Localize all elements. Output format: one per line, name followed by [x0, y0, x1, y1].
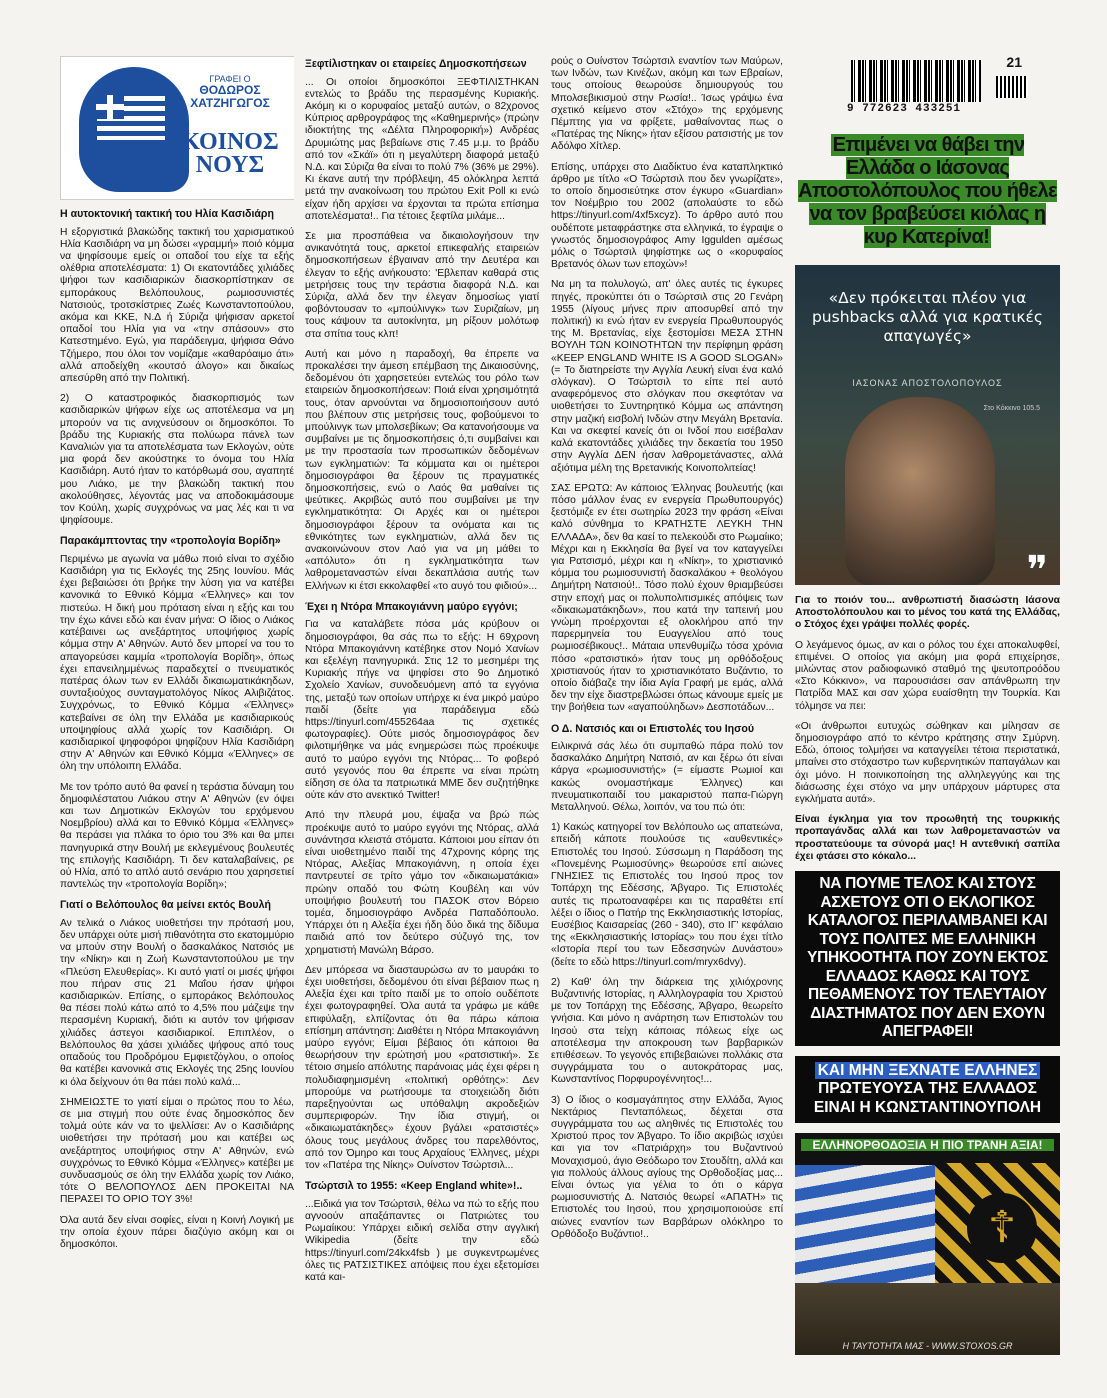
barcode-area	[795, 56, 1060, 118]
subheading: Η αυτοκτονική τακτική του Ηλία Κασιδιάρη	[60, 208, 274, 220]
paragraph: Επίσης, υπάρχει στο Διαδίκτυο ένα καταπληκτικό άρθρο με τίτλο «Ο Τσώρτσιλ που δεν γνωρίζατε», το οποίο δημοσιεύτηκε στον έγκυρο «Guardian» τον Νοέμβριο του 2002 (απολαύστε το εδώ https://tinyurl.com/4xf5xcyz). Το άρθρο αυτό που ουδέποτε μεταφράστηκε στα ελληνικά, το έγραψε ο γνωστός δημοσιογράφος Amy Iggulden αμέσως μόλις ο Τσώρτσιλ ψηφίστηκε ως ο «κορυφαίος Βρετανός όλων των εποχών»!	[551, 161, 783, 271]
paragraph: Ειλικρινά σάς λέω ότι συμπαθώ πάρα πολύ τον δασκαλάκο Δημήτρη Νατσιό, αν και ξέρω ότι είναι κάργα «ρωμιοσυνιστής» (= είμαστε Ρωμιοί και κακώς ονομαστήκαμε Έλληνες) και πνευματικοπαιδί του μακαριστού παπα-Γιώργη Μεταλληνού. Θέλω, λοιπόν, να του πώ ότι:	[551, 741, 783, 814]
image-quote: «Δεν πρόκειται πλέον για pushbacks αλλά για κρατικές απαγωγές»	[811, 289, 1044, 345]
paragraph: 2) Καθ' όλη την διάρκεια της χιλιόχρονης Βυζαντινής Ιστορίας, η Αλληλογραφία του Χριστού με τον Τοπάρχη της Εδέσσης, Άβγαρο, θεωρείτο γνήσια. Και μόνο η ανάρτηση των Επιστολών του Ιησού στα τείχη κάποιας πόλεως είχε ως αποτέλεσμα την αποκρουση των βαρβαρικών επιθέσεων. Το γεγονός επιβεβαιώνει πολλάκις στα συγγράμματα του ο αυτοκράτορας μας, Κωνσταντίνος Πορφυρογέννητος!...	[551, 976, 783, 1086]
banner-title: ΕΛΛΗΝΟΡΘΟΔΟΞΙΑ Η ΠΙΟ ΤΡΑΝΗ ΑΞΙΑ!	[801, 1139, 1054, 1151]
small-barcode-icon	[996, 76, 1028, 98]
constantinople-ad	[795, 1056, 1060, 1124]
paragraph: 3) Ο ίδιος ο κοσμαγάπητος στην Ελλάδα, Άγιος Νεκτάριος Πενταπόλεως, δέχεται στα συγγράμματα του ως αληθινές τις Επιστολές του Χριστού προς τον Άβγαρο. Το ίδιο ακριβώς ισχύει και για τον «Πατριάρχη» του Βυζαντινού Μοναχισμού, άγιο Θεόδωρο τον Στουδίτη, αλλά και για πολλούς άλλους αγίους της Ορθοδοξίας μας... Είναι όντως για γέλια το ότι ο κάργα ρωμιοσυνιστής Δ. Νατσιός θεωρεί «ΑΠΑΤΗ» τις Επιστολές του Ιησού, που χρησιμοποιούσε επί αιώνες εναντίον των Βαρβάρων ολόκληρο το Ορθόδοξο Βυζάντιο!..	[551, 1094, 783, 1240]
image-source: Στο Κόκκινο 105.5	[983, 405, 1040, 412]
paragraph: Είναι έγκλημα για τον προωθητή της τουρκικής προπαγάνδας αλλά και των λαθρομεταναστών να προστατεύουμε τα σύνορά μας! Η αντεθνική σαπίλα έχει φτάσει στο κόκαλο...	[795, 814, 1060, 862]
paragraph: ... Οι οποίοι δημοσκόποι ΞΕΦΤΙΛΙΣΤΗΚΑΝ εντελώς το βράδυ της περασμένης Κυριακής. Ακόμη κι ο κορυφαίος μεταξύ αυτών, ο 82χρονος Κύπριος αρθρογράφος της «Καθημερινής» (πρώην ιδιοκτήτης της «Δέλτα Πληροφορική») Ανδρέας Δρυμιώτης μας βεβαίωνε στις 7.45 μ.μ. το βράδυ από τον «Σκάϊ» ότι η μεγαλύτερη διαφορά μεταξύ Ν.Δ. και Σύριζα θα είναι το πολύ 7% (36% με 29%). Κι έκανε αυτή την πρόβλεψη, 45 ολόκληρα λεπτά μετά την ανακοίνωση του πρώτου Exit Poll κι ενώ είχαν ήδη αρχίσει να έρχονται τα πρώτα επίσημα αποτελέσματα!.. Για τέτοιες ξεφτίλα μιλάμε...	[305, 76, 539, 222]
subheading: Ξεφτίλιστηκαν οι εταιρείες Δημοσκοπήσεων	[305, 58, 527, 70]
logo-author: ΘΟΔΩΡΟΣ ΧΑΤΖΗΓΩΓΟΣ	[190, 83, 270, 110]
paragraph: Με τον τρόπο αυτό θα φανεί η τεράστια δύναμη του δημοφιλέστατου Λιάκου στην Α' Αθηνών (εν όψει και των Δημοτικών Εκλογών του ερχόμενου Νοεμβρίου) αλλά και το Εθνικό Κόμμα «Έλληνες» θα περάσει για πλάκα το όριο του 3% και θα μπει πανηγυρικά στην Βουλή με εκλεγμένους βουλευτές της επιλογής Κασιδιάρη. Τι δεν καταλαβαίνεις, ρε ού Ηλία, από το απλό αυτό σενάριο που χαρησετιεί παντελώς την «τροπολογία Βορίδη»;	[60, 781, 294, 891]
paragraph: Για να καταλάβετε πόσα μάς κρύβουν οι δημοσιογράφοι, θα σάς πω το εξής: Η 69χρονη Ντόρα Μπακογιάννη κατέβηκε στον Νομό Χανίων και εξελέγη πανηγυρικά. Στις 12 το μεσημέρι της Κυριακής πήγε να ψηφίσει στο 9ο Δημοτικό Σχολείο Χανίων, συνοδευόμενη από τα εγγόνια της, μεταξύ των οποίων υπήρχε κι ένα μικρό μαύρο παιδί (δείτε για παράδειγμα εδώ https://tinyurl.com/455264aa τις σχετικές φωτογραφίες). Ούτε μισός δημοσιογράφος δεν φιλοτιμήθηκε να μάς ενημερώσει πώς προέκυψε αυτό το μαύρο εγγόνι της Ντόρας... Το φοβερό αυτό γεγονός που θα έπρεπε να είναι πρώτη είδηση σε όλα τα πατριωτικά ΜΜΕ δεν συζητήθηκε ούτε κάν στο ανεκτικό Twitter!	[305, 619, 539, 802]
image-author: ΙΑΣΟΝΑΣ ΑΠΟΣΤΟΛΟΠΟΥΛΟΣ	[852, 378, 1003, 388]
quote-mark-icon: ❞	[1026, 547, 1048, 585]
paragraph: Σε μια προσπάθεια να δικαιολογήσουν την ανικανότητά τους, αρκετοί επικεφαλής εταιρειών δημοσκοπήσεων έβγαιναν από την Δευτέρα και έλεγαν το εξής ανήκουστο: 'Εβλεπαν καθαρά στις μετρήσεις τους την τεράστια διαφορά Ν.Δ. και Σύριζα, αλλά δεν την έλεγαν δημοσίως γιατί φοβόντουσαν το «μπούλινγκ» των Συριζαίων, μη τους κάψουν τα αυτοκίνητα, μη ρίξουν μολότωφ στα σπίτια τους κλπ!	[305, 230, 539, 340]
double-headed-eagle-icon: ☦	[967, 1193, 1037, 1263]
paragraph: Όλα αυτά δεν είναι σοφίες, είναι η Κοινή Λογική με την οποία έχουν πάρει διαζύγιο ακόμη και οι δημοσκόποι.	[60, 1214, 294, 1250]
paragraph: Να μη τα πολυλογώ, απ' όλες αυτές τις έγκυρες πηγές, προκύπτει ότι ο Τσώρτσιλ στις 20 Γενάρη 1955 (λίγους μήνες πριν αποσυρθεί από την πολιτική) κι ενώ ήταν εν ενεργεία Πρωθυπουργός της Μ. Βρετανίας, είχε ξεστομίσει ΜΕΣΑ ΣΤΗΝ ΒΟΥΛΗ ΤΩΝ ΚΟΙΝΟΤΗΤΩΝ την περίφημη φράση «KEEP ENGLAND WHITE IS A GOOD SLOGAN» (= Το διατηρείστε την Αγγλία Λευκή είναι ένα καλό σλόγκαν). Ο Τσώρτσιλ το είπε πεί αυτό αναφερόμενος στο σλόγκαν που σκεφτόταν να υιοθετήσει το Συντηρητικό Κόμμα ως απάντηση στην μαζική εισβολή Ινδών στην Μεγάλη Βρετανία. Και να σκεφτεί κανείς ότι οι Ινδοί που εισέβαλαν καλά εκατοντάδες χιλιάδες την δεκαετία του 1950 στην Αγγλία ΔΕΝ ήσαν λαθρομετάναστες, αλλά αξιότιμα μέλη της Βρετανικής Κοινοπολιτείας!	[551, 279, 783, 474]
headline-text: Επιμένει να θάβει την Ελλάδα ο Ιάσονας Αποστολόπουλος που ήθελε να τον βραβεύσει κιόλας η κυρ Κατερίνα!	[798, 134, 1057, 248]
column-3	[551, 56, 783, 1249]
logo-column-name: ΚΟΙΝΟΣ ΝΟΥΣ	[181, 129, 279, 178]
paragraph: Περιμένω με αγωνία να μάθω ποιό είναι το σχέδιο Κασιδιάρη για τις Εκλογές της 25ης Ιουνίου. Μάς έχει βεβαιώσει ότι βρήκε την λύση για να κατέβει κανονικά το Εθνικό Κόμμα «Έλληνες» και τον πιστεύω. Η δική μου πρόταση είναι η εξής και του την έχω κάνει εδώ και έναν μήνα: Ο ίδιος ο Λιάκος κατέβαινει ως ανεξάρτητος υποψήφιος χωρίς κόμμα στην Α' Αθηνών. Αυτό δεν μπορεί να του το απαγορεύσει καμμία «τροπολογία Βορίδη», όπως έχει επανειλημμένως παραδεχτεί ο πνευματικός πατέρας όλων των εν Ελλάδι δικαιωματικάκηδων, συνταξιούχος συνταγματολόγος Νίκος Αλιβιζάτος. Συγχρόνως, το Εθνικό Κόμμα «Έλληνες» κατεβαίνει σε όλη την Ελλάδα με κασιδιαρικούς υποψηφίους αλλά χωρίς τον Κασιδιάρη. Οι κασιδιαρικοί ψηφοφόροι ψηφίζουν Ηλία Κασιδιάρη στην Α' Αθηνών και Εθνικό Κόμμα «Έλληνες» σε όλη την υπόλοιπη Ελλάδα.	[60, 553, 294, 773]
column-1	[60, 56, 294, 1259]
portrait-photo	[845, 397, 995, 585]
column-4	[795, 56, 1060, 1355]
paragraph: Για το ποιόν του... ανθρωπιστή διασώστη Ιάσονα Αποστολόπουλου και το μένος του κατά της Ελλάδας, ο Στόχος έχει γράψει πολλές φορές.	[795, 595, 1060, 631]
article-headline	[795, 134, 1060, 249]
electoral-roll-ad: ΝΑ ΠΟΥΜΕ ΤΕΛΟΣ ΚΑΙ ΣΤΟΥΣ ΑΣΧΕΤΟΥΣ ΟΤΙ Ο ΕΚΛΟΓΙΚΟΣ ΚΑΤΑΛΟΓΟΣ ΠΕΡΙΛΑΜΒΑΝΕΙ ΚΑΙ ΤΟΥΣ ΠΟΛΙΤΕΣ ΜΕ ΕΛΛΗΝΙΚΗ ΥΠΗΚΟΟΤΗΤΑ ΠΟΥ ΖΟΥΝ ΕΚΤΟΣ ΕΛΛΑΔΟΣ ΚΑΘΩΣ ΚΑΙ ΤΟΥΣ ΠΕΘΑΜΕΝΟΥΣ ΤΟΥ ΤΕΛΕΥΤΑΙΟΥ ΔΙΑΣΤΗΜΑΤΟΣ ΠΟΥ ΔΕΝ ΕΧΟΥΝ ΑΠΕΓΡΑΦΕΙ!	[795, 871, 1060, 1046]
interview-image	[795, 265, 1060, 585]
paragraph: Ο λεγάμενος όμως, αν και ο ρόλος του έχει αποκαλυφθεί, επιμένει. Ο οποίος για ακόμη μια φορά επιχείρησε, μιλώντας στον ραδιοφωνικό σταθμό της ψευτοπροόδου «Στο Κόκκινο», να παρουσιάσει σαν απάνθρωπη την Πατρίδα ΜΑΣ και σαν χώρα ευαίσθητη την Τουρκία. Και τόλμησε να πει:	[795, 639, 1060, 712]
paragraph: Δεν μπόρεσα να διασταυρώσω αν το μαυράκι το έχει υιοθετήσει, δεδομένου ότι είναι βέβαιον πως η Αλεξία έχει και τρίτο παιδί με το οποίο ουδέποτε έχει φωτογραφηθεί. Όλα αυτά τα γράφω με κάθε επιφύλαξη, ελπίζοντας ότι θα πάρω κάποια επίσημη απάντηση: Διαθέτει η Ντόρα Μπακογιάννη μαύρο εγγόνι; Είμαι βέβαιος ότι κάποιοι θα θεωρήσουν την ερώτησή μου «ρατσιστική». Σε τέτοιο σημείο απόλυτης παράνοιας μάς έχει φέρει η πολυδιαφημισμένη «πολιτική ορθότης»: Δεν μπορούμε να ρωτήσουμε τα στοιχειώδη διότι παρεξηγούνται ως υπόθαλψη ακροδεξιών συμπεριφορών. Την ίδια στιγμή, οι «δικαιωματάκηδες» έχουν βγάλει «ρατσιστές» όλους τους μεγάλους άνδρες του παρελθόντος, από τον Όμηρο και τους Αρχαίους Έλληνες, μέχρι τον «Πατέρα της Νίκης» Ουίνστον Τσώρτσιλ...	[305, 964, 539, 1172]
paragraph: 1) Κακώς κατηγορεί τον Βελόπουλο ως απατεώνα, επειδή κάποτε πουλούσε τις «αυθεντικές» Επιστολές του Ιησού. Σύσσωμη η Παράδοση της «Πονεμένης Ρωμιοσύνης» θεωρούσε επί αιώνες ΓΝΗΣΙΕΣ τις Επιστολές του Ιησού προς τον Τοπάρχη της Εδέσσης, Άβγαρο. Τις Επιστολές αυτές τις πρωτοαναφέρει και τις παραθέτει επί λέξει ο ίδιος ο Πατήρ της Εκκλησιαστικής Ιστορίας, Ευσέβιος Καισαρείας (260 - 340), στο ΙΓ' κεφάλαιο της «Εκκλησιαστικής Ιστορίας» του που έχει τίτλο «Ιστορία περί του των Εδεσσηνών Δυνάστου» (δείτε το εδώ https://tinyurl.com/mryx6dvy).	[551, 822, 783, 968]
greek-flag-icon	[795, 1165, 945, 1285]
paragraph: Αυτή και μόνο η παραδοχή, θα έπρεπε να προκαλέσει την άμεση επέμβαση της Δικαιοσύνης, δεδομένου ότι χαρησετεύει εντελώς του ρόλο των εταιρειών δημοσκοπήσεων: Ποιά είναι χρησιμότητά τους, όταν αρνούνται να δημοσιοποιήσουν αυτό που βλέπουν στις μετρήσεις τους, φοβούμενοι το μπούλινγκ των μπολσεβίκων; Θα κατανοήσουμε να συμβαίνει με τις δημοσκοπήσεις ό,τι συμβαίνει και με την προστασία των προσωπικών δεδομένων των εγκληματιών: Τα κόμματα και οι ημέτεροι δημοσιογράφοι θα ξέρουν τις πραγματικές δημοσκοπήσεις, ενώ ο Λαός θα μαθαίνει τις ψεύτικες. Ακριβώς αυτό που συμβαίνει με την εγκληματικότητα: Οι Αρχές και οι ημέτεροι δημοσιογράφοι ξέρουν τα ονόματα και τις εθνικότητες των εγκληματιών, αλλά δεν τις ανακοινώνουν στον Λαό για να μη μάθει το «απόλυτο» ότι η εγκληματικότητα των λαθρομεταναστών είναι δεκαπλάσια αυτής των Ελλήνων κι έτσι εκκολαφθεί «το αυγό του φιδιού»...	[305, 348, 539, 592]
subheading: Έχει η Ντόρα Μπακογιάννη μαύρο εγγόνι;	[305, 600, 518, 613]
paragraph: ...Ειδικά για τον Τσώρτσιλ, θέλω να πώ το εξής που αγνοούν απαξάπαντες οι Πατριώτες του Ρωμαίικου: Υπάρχει ειδική σελίδα στην αγγλική Wikipedia (δείτε την εδώ https://tinyurl.com/24kx4fsb ) με συγκεντρωμένες όλες τις ΡΑΤΣΙΣΤΙΚΕΣ απόψεις που έχει εξετομίσει κατά και-	[305, 1198, 539, 1283]
ad-text: ΠΡΩΤΕΥΟΥΣΑ ΤΗΣ ΕΛΛΑΔΟΣ ΕΙΝΑΙ Η ΚΩΝΣΤΑΝΤΙΝΟΥΠΟΛΗ	[813, 1080, 1042, 1116]
subheading: Παρακάμπτοντας την «τροπολογία Βορίδη»	[60, 535, 281, 548]
page-number: 21	[1006, 56, 1022, 70]
paragraph: 2) Ο καταστροφικός διασκορπισμός των κασιδιαρικών ψήφων είχε ως αποτέλεσμα να μη μπορούν να τις ανιχνεύσουν οι δημοσκόποι. Το βράδυ της Κυριακής στα πολύωρα πάνελ των Καναλιών για τα αποτελέσματα των Εκλογών, ούτε μια φορά δεν ακούστηκε το όνομα του Ηλία Κασιδιάρη. Αυτό ήταν το κατόρθωμά σου, αγαπητέ μου Λιάκο, με την βλακώδη τακτική που ακολούθησες, λέγοντάς μας να αποδοκιμάσουμε τον Κούλη, χωρίς συγχρόνως να μας λές και τι να ψηφίσουμε.	[60, 393, 294, 527]
logo-label: ΓΡΑΦΕΙ Ο	[209, 74, 251, 84]
paragraph: ΣΑΣ ΕΡΩΤΩ: Αν κάποιος Έλληνας βουλευτής (και πόσο μάλλον ένας εν ενεργεία Πρωθυπουργός) ξεστόμιζε εν έτει σωτηρίω 2023 την φράση «Είναι καλό σύνθημα το ΚΡΑΤΗΣΤΕ ΛΕΥΚΗ ΤΗΝ ΕΛΛΑΔΑ», δεν θα καεί το πελεκούδι στο Ρωμαίικο; Μέχρι και η Εκκλησία θα βγεί να τον καταγγείλει για Ρατσισμό, μέχρι και η «Νίκη», το χριστιανικό κόμμα του ρωμιοσυνιστή δασκαλάκου + θεολόγου Δημήτρη Νατσιού!.. Τόσο πολύ έχουν θριαμβεύσει στην εποχή μας οι πολυπολιτισμικές απόψεις των «δικαιωματάκηδων», που κατά την ταπεινή μου γνώμη προέρχονται εξ ολοκλήρου από την παρερμηνεία του Ευαγγελίου από τους ρωμιοσέβικους!.. Μάταια υπενθυμίζω τόσα χρόνια πόσο «ρατσιστικό» ήταν τους μη ορθόδοξους χριστιανούς ήταν το χριστιανικότατο Βυζάντιο, το οποίο διάβαζε την ίδια Αγία Γραφή με εμάς, αλλά δεν την είχε διαστρεβλώσει όπως κάνουμε εμείς με την βοήθεια των «αγαπούληδων» Δεσποτάδων...	[551, 482, 783, 714]
ad-highlight: ΚΑΙ ΜΗΝ ΞΕΧΝΑΤΕ ΕΛΛΗΝΕΣ	[815, 1062, 1041, 1079]
subheading: Τσώρτσιλ το 1955: «Keep England white»!..	[305, 1180, 523, 1193]
subheading: Γιατί ο Βελόπουλος θα μείνει εκτός Βουλή	[60, 899, 271, 912]
barcode-number: 9 772623 433251	[847, 103, 962, 115]
paragraph: ρούς ο Ουίνστον Τσώρτσιλ εναντίον των Μαύρων, των Ινδών, των Κινέζων, ακόμη και των Εβραίων, τους οποίους θεωρούσε δημιουργούς του Μπολσεβικισμού στην Ρωσία!.. Ίσως γράψω ένα σχετικό κείμενο στον «Στόχο» της ερχόμενης Πέμπτης για να φρίξετε, μαθαίνοντας πως ο «Πατέρας της Νίκης» ήταν εξίσου ρατσιστής με τον Αδόλφο Χίτλερ.	[551, 56, 783, 153]
column-logo	[60, 56, 294, 200]
barcode-icon	[851, 60, 981, 102]
orthodoxy-banner	[795, 1133, 1060, 1355]
paragraph: Η εξοργιστικά βλακώδης τακτική του χαρισματικού Ηλία Κασιδιάρη να μη δώσει «γραμμή» ποιό κόμμα να ψηφίσουμε εμείς οι οπαδοί του είχε τα εξής ολέθρια αποτελέσματα: 1) Οι εκατοντάδες χιλιάδες ψήφοι των κασιδιαρικών διασκορπίστηκαν σε εμποράκους Βελόπουλους, ρωμιοσυνιστές Νατσιούς, τροτσκίστριες Ζωές Κωνσταντοπούλου, ακόμα και ΚΚΕ, Ν.Δ ή Σύριζα ψήφισαν αρκετοί οπαδοί του Ηλία για να «την σπάσουν» στο Κατεστημένο. Εγώ, για παράδειγμα, ψήφισα Θάνο Τζήμερο, που όλοι τον νομίζαμε «καθαρόαιμο άτι» αλλά αποδείχθη «κουτσό άλογο» και δικαίως απεσύρθη από την Πολιτική.	[60, 226, 294, 384]
paragraph: ΣΗΜΕΙΩΣΤΕ το γιατί είμαι ο πρώτος που το λέω, σε μια στιγμή που ούτε ένας δημοσκόπος δεν τολμά ούτε κάν να το ψελλίσει: Αν ο Κασιδιάρης υιοθετήσει την πρότασή μου και κατέβει ως ανεξάρτητος υποψήφιος στην Α' Αθηνών, ενώ συγχρόνως το Εθνικό Κόμμα «Έλληνες» κατέβει με συνδυασμούς σε όλη την Ελλάδα χωρίς τον Λιάκο, τότε Ο ΒΕΛΟΠΟΥΛΟΣ ΔΕΝ ΠΡΟΚΕΙΤΑΙ ΝΑ ΠΕΡΑΣΕΙ ΤΟ ΟΡΙΟ ΤΟΥ 3%!	[60, 1096, 294, 1206]
paragraph: Από την πλευρά μου, έψαξα να βρώ πώς προέκυψε αυτό το μαύρο εγγόνι της Ντόρας, αλλά συνάντησα κλειστά στόματα. Κάποιοι μου είπαν ότι είναι υιοθετημένο παιδί της 47χρονης κόρης της Ντόρας, Αλεξίας Μπακογιάννη, η οποία έχει παντρευτεί σε τρίτο γάμο τον «δικαιωματάκια» πρώην οπαδό του Φώτη Κουβέλη και νύν υποψήφιο βουλευτή του ΠΑΣΟΚ στον Βόρειο τομέα, δημοσιογράφο Ανδρέα Παπαδόπουλο. Υπάρχει ότι η Αλεξία έχει ήδη δύο δικά της δίδυμα παιδιά από τον δεύτερο σύζυγό της, τον χρηματιστή Μανώλη Βάρσο.	[305, 810, 539, 956]
paragraph: Αν τελικά ο Λιάκος υιοθετήσει την πρότασή μου, δεν υπάρχει ούτε μισή πιθανότητα στο εκατομμύριο να μπούν στην Βουλή ο δασκαλάκος Νατσιός με την «Νίκη» και η Ζωή Κωνσταντοπούλου με την «Πλεύση Ελευθερίας». Κι αυτό γιατί οι μισές ψήφοι που πήραν στις 21 Μαΐου ήσαν ψήφοι κασιδιαρικών. Επίσης, ο εμποράκος Βελόπουλος θα πέσει πολύ κάτω από το 4,5% που μάζεψε την περασμένη Κυριακή, διότι κι αυτόν τον ψήφισαν χιλιάδες άστεγοι κασιδιαρικοί. Επιπλέον, ο Βελόπουλος θα χάσει χιλιάδες ψήφους από τους οπαδούς του Προδρόμου Εμφιετζόγλου, ο οποίος θα κατέβει κανονικά στις Εκλογές της 25ης Ιουνίου κι όλα δείχνουν ότι θα πάει πολύ καλά...	[60, 917, 294, 1088]
banner-footer: Η ΤΑΥΤΟΤΗΤΑ ΜΑΣ - WWW.STOXOS.GR	[842, 1340, 1013, 1351]
column-2	[305, 56, 539, 1292]
flag-cross	[96, 95, 124, 119]
paragraph: «Οι άνθρωποι ευτυχώς σώθηκαν και μίλησαν σε δημοσιογράφο από το κέντρο κράτησης στην Σμύρνη. Εδώ, όποιος τολμήσει να καταγγείλει τέτοια περιστατικά, μπαίνει στο στόχαστρο των κυβερνητικών παπαγάλων και όχι μόνο. Η ποινικοποίηση της αλληλεγγύης και της διάσωσης έχει στόχο να μην υπάρχουν μάρτυρες στα εγκλήματα αυτά».	[795, 720, 1060, 806]
subheading: Ο Δ. Νατσιός και οι Επιστολές του Ιησού	[551, 722, 755, 735]
